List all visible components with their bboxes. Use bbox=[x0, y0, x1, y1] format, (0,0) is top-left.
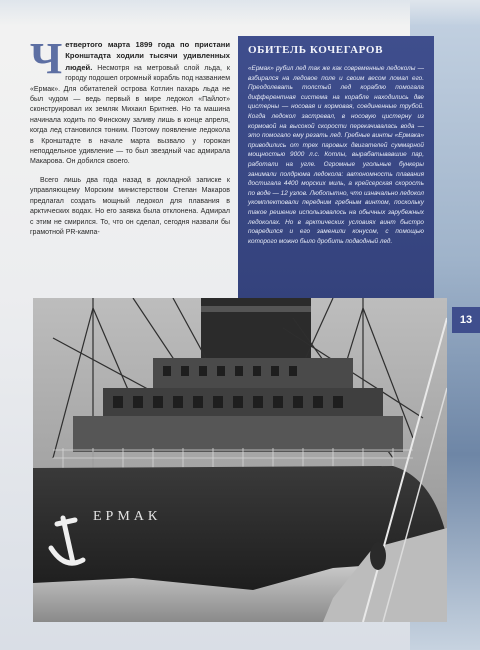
ship-name: ЕРМАК bbox=[93, 509, 162, 524]
paragraph-2: Всего лишь два года назад в докладной записке к управляющему Морским министерством Степан Макаров предлагал создать мощный ледокол для плавания в арктических водах. Но его заявка была отклонена. Адмирал с этим не смирился. То, что он сделал, сегодня назвали бы грамотной PR-кампа- bbox=[30, 176, 230, 236]
superstructure-lower bbox=[73, 416, 403, 452]
ice-edge bbox=[0, 0, 480, 26]
photo-illustration bbox=[33, 298, 447, 622]
page-number: 13 bbox=[452, 307, 480, 333]
funnel-band bbox=[201, 306, 311, 312]
icebreaker-photo bbox=[33, 298, 447, 622]
article-text bbox=[30, 34, 231, 246]
sidebar-box bbox=[238, 36, 434, 304]
article-lead-paragraph bbox=[30, 34, 231, 168]
sidebar-title: ОБИТЕЛЬ КОЧЕГАРОВ bbox=[248, 44, 384, 56]
paragraph-1-text: Несмотря на метровый слой льда, к городу подошел огромный корабль под названием «Ермак». Для обитателей острова Котлин пахарь льда не был чудом — ведь первый в мире ледокол «Пайлот» сконструировал их земляк Михаил Бритнев. Но та машина начинала ходить по Финскому заливу лишь в конце апреля, когда лед становился тонким. Поэтому появление ледокола в Кронштадте в начале марта вызвало у горожан неподдельное удивление — то был звездный час адмирала Макарова. Он добился своего. bbox=[30, 64, 231, 166]
drop-cap: Ч bbox=[30, 34, 63, 83]
lead-sentence: етвертого марта 1899 года по пристани Кронштадта ходили тысячи удивленных людей. bbox=[65, 40, 230, 72]
sidebar-text: «Ермак» рубил лед так же как современные ледоколы — взбирался на ледовое поле и своим весом ломал его. Преодолевать толстый лед кораблю помогала дифферентная система на корабле находились две цистерны — носовая и кормовая, соединенные трубой. Когда ледокол застревал, в носовую цистерну из кормовой на высокой скорости перекачивалась вода — это помогало ему резать лед. Гребные винты «Ермака» приводились от трех паровых двигателей суммарной мощностью 9000 л.с. Котлы, вырабатывавшие пар, работали на угле. Огромные угольные бункеры занимали полдрюма ледокола: автономность плавания достигала 4400 морских миль, а крейсерская скорость по воде — 12 узлов. Любопытно, что изначально ледокол укомплектовали передним гребным винтом, поскольку такое решение использовалось на обычных зарубежных ледоколах. Но в арктических условиях винт быстро повредился и его заменили конусом, с помощью которого можно было дробить подводный лед. bbox=[248, 65, 424, 245]
